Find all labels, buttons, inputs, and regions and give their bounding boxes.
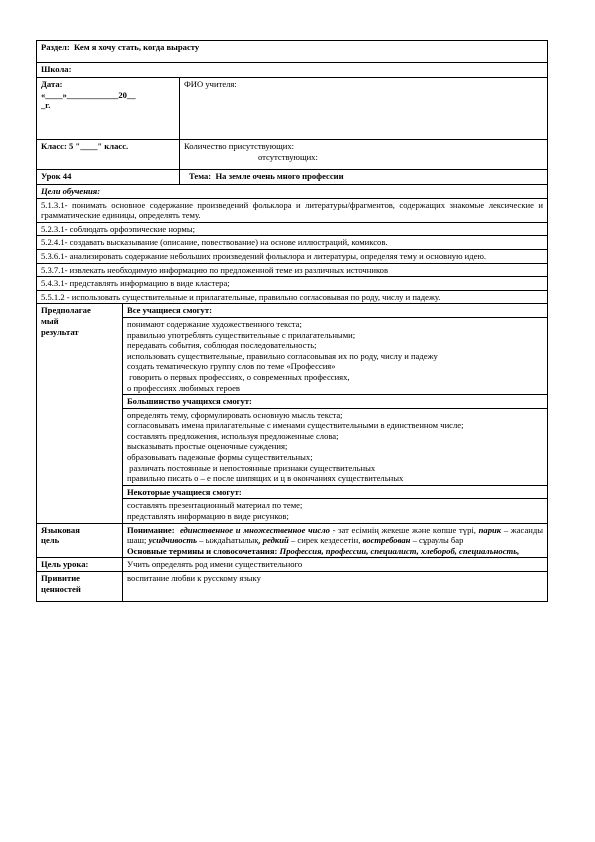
some-item: представлять информацию в виде рисунков; (127, 511, 289, 522)
all-item: о профессиях любимых героев (127, 382, 240, 393)
language-term: единственное и множественное число (179, 524, 330, 535)
language-label-line: цель (41, 535, 60, 546)
all-item: использовать существительные, правильно согласовывая их по роду, числу и падежу (127, 350, 438, 361)
most-item: высказывать простые оценочные суждения; (127, 441, 288, 452)
most-students-list (123, 408, 548, 485)
language-text: – сирек кездесетін, (288, 535, 363, 546)
expected-all-heading-row (37, 304, 548, 318)
all-item: правильно употреблять существительные с прилагательными; (127, 329, 356, 340)
absent-label: отсутствующих: (258, 151, 318, 162)
goal-row (37, 290, 548, 304)
lesson-plan (36, 40, 547, 602)
goal-item: 5.5.1.2 - использовать существительные и прилагательные, правильно согласовывая по роду, числу и падежу. (37, 290, 548, 304)
goal-row (37, 277, 548, 291)
goal-item: 5.2.3.1- соблюдать орфоэпические нормы; (37, 222, 548, 236)
goal-row (37, 222, 548, 236)
goal-row (37, 236, 548, 250)
values-value: воспитание любви к русскому языку (123, 572, 548, 602)
school-row (37, 63, 548, 78)
values-row (37, 572, 548, 602)
section-cell (37, 41, 548, 63)
language-label-line: Языковая (41, 524, 80, 535)
values-label-line: Привитие (41, 573, 80, 583)
present-label: Количество присутствующих: (184, 141, 295, 151)
some-students-heading: Некоторые учащиеся смогут: (123, 485, 548, 499)
lesson-goal-value: Учить определять род имени существительного (123, 558, 548, 572)
most-item: составлять предложения, используя предложенные слова; (127, 430, 339, 441)
most-students-heading: Большинство учащихся смогут: (123, 395, 548, 409)
expected-result-label (37, 304, 123, 523)
lesson-cell: Урок 44 (37, 170, 180, 185)
teacher-cell: ФИО учителя: (180, 78, 548, 140)
language-term: усидчивость (148, 535, 198, 546)
date-teacher-row (37, 78, 548, 140)
language-term: востребован (362, 535, 411, 546)
expected-label-line: результат (41, 326, 79, 337)
language-goal-row (37, 523, 548, 558)
goal-item: 5.4.3.1- представлять информацию в виде кластера; (37, 277, 548, 291)
language-text: – сұраулы бар (410, 535, 464, 546)
goal-row (37, 249, 548, 263)
date-value: «____»____________20__ (41, 89, 136, 100)
section-label: Раздел: (41, 42, 70, 52)
most-item: правильно писать о – е после шипящих и ц в окончаниях существительных (127, 473, 404, 484)
section-value: Кем я хочу стать, когда вырасту (74, 42, 200, 52)
all-item: говорить о первых профессиях, о современных профессиях, (127, 371, 350, 382)
values-label (37, 572, 123, 602)
lesson-goal-row (37, 558, 548, 572)
school-cell: Школа: (37, 63, 548, 78)
topic-label: Тема: (189, 171, 212, 181)
all-students-heading: Все учащиеся смогут: (123, 304, 548, 318)
class-row (37, 140, 548, 170)
values-label-line: ценностей (41, 583, 81, 594)
lesson-row (37, 170, 548, 185)
language-text: – жасанды шаш; (127, 524, 544, 546)
section-row (37, 41, 548, 63)
language-goal-label (37, 523, 123, 558)
expected-label-line: Предполагае (41, 305, 91, 316)
topic-cell (180, 170, 548, 185)
goals-heading-row (37, 185, 548, 199)
goal-item: 5.1.3.1- понимать основное содержание произведений фольклора и литературы/фрагментов, содержащих знакомые лексические и грамматические единицы, определять тему. (37, 198, 548, 222)
all-item: передавать события, соблюдая последовательность; (127, 340, 317, 351)
language-text: - зат есімнің жекеше және көпше түрі, (329, 524, 479, 535)
all-students-list (123, 317, 548, 394)
goal-item: 5.3.7.1- извлекать необходимую информацию по предложенной теме из различных источников (37, 263, 548, 277)
date-cell (37, 78, 180, 140)
all-item: понимают содержание художественного текста; (127, 318, 302, 329)
language-goal-content (123, 523, 548, 558)
understanding-lead: Понимание: (127, 524, 175, 535)
date-suffix: _г. (41, 100, 51, 111)
most-item: различать постоянные и непостоянные признаки существительных (127, 462, 376, 473)
most-item: согласовывать имена прилагательные с именами существительными в единственном числе; (127, 420, 464, 431)
attendance-cell (180, 140, 548, 170)
most-item: образовывать падежные формы существительных; (127, 452, 313, 463)
topic-value: На земле очень много профессии (215, 171, 344, 181)
most-item: определять тему, сформулировать основную мысль текста; (127, 409, 343, 420)
lesson-plan-table (36, 40, 548, 602)
goal-row (37, 198, 548, 222)
terms-list: Профессия, профессии, специалист, хлебороб, специальность, (277, 545, 520, 556)
expected-label-line: мый (41, 315, 59, 326)
lesson-goal-label: Цель урока: (37, 558, 123, 572)
language-term: редкий (262, 535, 289, 546)
all-item: создать тематическую группу слов по теме «Профессия» (127, 361, 336, 372)
goal-item: 5.2.4.1- создавать высказывание (описание, повествование) на основе иллюстраций, комиксов. (37, 236, 548, 250)
language-text: – ыждаҺатылық, (197, 535, 263, 546)
goal-item: 5.3.6.1- анализировать содержание небольших произведений фольклора и литературы, определяя тему и основную идею. (37, 249, 548, 263)
class-cell: Класс: 5 "____" класс. (37, 140, 180, 170)
language-term: парик (478, 524, 502, 535)
goal-row (37, 263, 548, 277)
goals-heading: Цели обучения: (37, 185, 548, 199)
some-students-list (123, 499, 548, 523)
terms-lead: Основные термины и словосочетания: (127, 545, 278, 556)
date-label: Дата: (41, 79, 63, 89)
some-item: составлять презентационный материал по теме; (127, 500, 303, 511)
